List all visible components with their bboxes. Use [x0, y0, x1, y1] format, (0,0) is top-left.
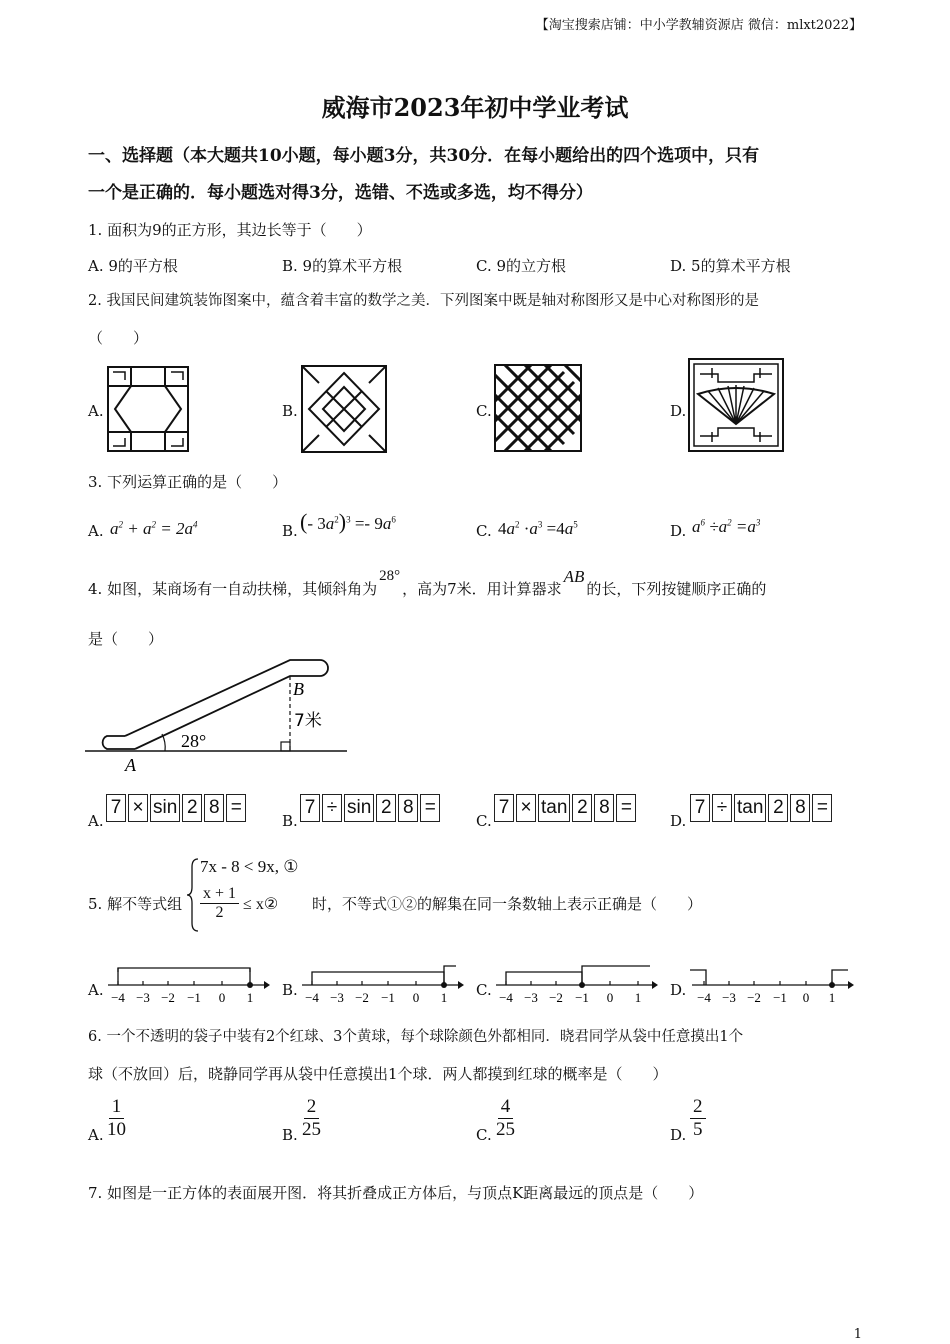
q5-label-d: D.	[670, 981, 687, 999]
q3-expression-a: $a^2 + a^2 = 2a^4$	[110, 519, 198, 538]
key: 8	[790, 794, 810, 822]
q2-pattern-a-hexagon	[107, 366, 189, 452]
q6-stem-line2: 球（不放回）后，晓静同学再从袋中任意摸出1个球．两人都摸到红球的概率是（ ）	[88, 1065, 668, 1083]
tick: −3	[722, 990, 736, 1005]
q5-stem-a: 5. 解不等式组	[88, 895, 183, 913]
key: 7	[106, 794, 126, 822]
q6-stem-line1: 6. 一个不透明的袋子中装有2个红球、3个黄球，每个球除颜色外都相同．晓君同学从袋中任意摸出1个	[88, 1029, 744, 1045]
q4-figure-label-b: B	[293, 679, 304, 699]
q5-label-b: B.	[282, 981, 298, 999]
tick: −3	[524, 990, 538, 1005]
q5-stem-b: 时，不等式①②的解集在同一条数轴上表示正确是（ ）	[312, 895, 703, 913]
q3-stem: 3. 下列运算正确的是（ ）	[88, 473, 288, 491]
q5-number-line-b	[298, 960, 464, 1006]
q6-label-b: B.	[282, 1126, 298, 1144]
key: tan	[538, 794, 570, 822]
q4-keys-c	[494, 794, 636, 822]
key: 2	[572, 794, 592, 822]
q2-label-d: D.	[670, 402, 687, 420]
tick: −3	[330, 990, 344, 1005]
key: =	[812, 794, 832, 822]
tick: 0	[606, 990, 614, 1005]
key: 8	[398, 794, 418, 822]
key: 2	[182, 794, 202, 822]
key: ×	[516, 794, 536, 822]
q4-label-c: C.	[476, 812, 492, 830]
q6-fraction-a-num: 1	[109, 1096, 125, 1119]
tick: −1	[773, 990, 787, 1005]
q7-stem: 7. 如图是一正方体的表面展开图．将其折叠成正方体后，与顶点K距离最远的顶点是（ ）	[88, 1184, 704, 1202]
key: 2	[768, 794, 788, 822]
key: 8	[204, 794, 224, 822]
q4-stem-part-b: ，高为7米．用计算器求	[402, 580, 562, 598]
q6-fraction-d	[690, 1096, 706, 1141]
q5-label-c: C.	[476, 981, 492, 999]
key: 7	[690, 794, 710, 822]
q3-label-c: C.	[476, 522, 492, 540]
q5-ineq2-denominator: 2	[215, 904, 224, 921]
q5-number-line-a	[104, 960, 270, 1006]
q6-fraction-c-num: 4	[498, 1096, 514, 1119]
key: ÷	[322, 794, 342, 822]
key: =	[616, 794, 636, 822]
q3-label-b: B.	[282, 522, 298, 540]
q5-number-line-d	[688, 960, 854, 1006]
q6-fraction-d-den: 5	[693, 1119, 703, 1140]
tick: 0	[412, 990, 420, 1005]
q1-option-d: D. 5的算术平方根	[670, 257, 791, 275]
key: tan	[734, 794, 766, 822]
key: ×	[128, 794, 148, 822]
q3-expression-b: (- $3a^2)^3 =- 9a^6$	[300, 509, 396, 534]
q6-label-d: D.	[670, 1126, 687, 1144]
q5-inequality-1: 7x - 8 < 9x, ①	[200, 857, 299, 876]
q1-option-b: B. 9的算术平方根	[282, 257, 403, 275]
q4-figure-angle: 28°	[181, 731, 207, 751]
tick: −4	[499, 990, 513, 1005]
page-number: 1	[853, 1327, 862, 1342]
tick: −2	[161, 990, 175, 1005]
key: ÷	[712, 794, 732, 822]
q5-ineq2-rest: ≤ x②	[243, 895, 279, 913]
key: =	[226, 794, 246, 822]
q5-brace	[186, 857, 200, 933]
page-header: 【淘宝搜索店铺：中小学教辅资源店 微信：mlxt2022】	[535, 18, 862, 33]
q2-label-c: C.	[476, 402, 492, 420]
q2-label-b: B.	[282, 402, 298, 420]
q1-option-c: C. 9的立方根	[476, 257, 567, 275]
q5-inequality-2	[200, 885, 278, 922]
q6-fraction-b-den: 25	[302, 1119, 321, 1140]
q4-stem-line2: 是（ ）	[88, 630, 164, 648]
q4-keys-a	[106, 794, 246, 822]
q4-ab: AB	[563, 567, 585, 586]
tick: 1	[634, 990, 642, 1005]
q4-keys-d	[690, 794, 832, 822]
q2-label-a: A.	[88, 402, 104, 420]
q4-stem-part-a: 4. 如图，某商场有一自动扶梯，其倾斜角为	[88, 580, 378, 598]
q4-stem-part-c: 的长，下列按键顺序正确的	[586, 580, 767, 598]
key: sin	[150, 794, 180, 822]
tick: 0	[802, 990, 810, 1005]
section-heading-line2: 一个是正确的．每小题选对得3分，选错、不选或多选，均不得分）	[88, 183, 593, 203]
tick: −4	[305, 990, 319, 1005]
q1-option-a: A. 9的平方根	[88, 257, 178, 275]
q2-stem-line2: （ ）	[88, 329, 149, 347]
key: =	[420, 794, 440, 822]
q3-expression-c: $4a^2 \cdot a^3 =4a^5$	[498, 519, 578, 538]
q4-figure-label-a: A	[125, 755, 136, 775]
q2-pattern-b-knot	[301, 365, 387, 453]
q6-fraction-a-den: 10	[107, 1119, 126, 1140]
q4-stem	[88, 567, 888, 601]
key: sin	[344, 794, 374, 822]
q5-label-a: A.	[88, 981, 104, 999]
tick: −3	[136, 990, 150, 1005]
q1-stem: 1. 面积为9的正方形，其边长等于（ ）	[88, 221, 372, 239]
page-title: 威海市2023年初中学业考试	[321, 93, 629, 122]
q6-fraction-c-den: 25	[496, 1119, 515, 1140]
tick: −2	[549, 990, 563, 1005]
q3-label-d: D.	[670, 522, 687, 540]
q6-label-a: A.	[88, 1126, 104, 1144]
q2-pattern-d-fan	[688, 358, 784, 452]
q4-figure-height: 7米	[294, 711, 322, 731]
q2-pattern-c-weave	[494, 364, 582, 452]
q6-fraction-b	[302, 1096, 321, 1141]
q5-ineq2-numerator: x + 1	[200, 885, 239, 904]
q3-expression-d: $a^6 \div a^2 =a^3$	[692, 517, 761, 536]
key: 8	[594, 794, 614, 822]
q4-label-a: A.	[88, 812, 104, 830]
q4-escalator-figure	[85, 652, 355, 777]
tick: −1	[575, 990, 589, 1005]
tick: 1	[440, 990, 448, 1005]
tick: −1	[187, 990, 201, 1005]
key: 7	[300, 794, 320, 822]
tick: 0	[218, 990, 226, 1005]
q4-keys-b	[300, 794, 440, 822]
q6-fraction-a	[107, 1096, 126, 1141]
q6-fraction-d-num: 2	[690, 1096, 706, 1119]
q6-fraction-b-num: 2	[304, 1096, 320, 1119]
tick: 1	[246, 990, 254, 1005]
key: 7	[494, 794, 514, 822]
tick: −2	[355, 990, 369, 1005]
key: 2	[376, 794, 396, 822]
tick: 1	[828, 990, 836, 1005]
q6-label-c: C.	[476, 1126, 492, 1144]
section-heading-line1: 一、选择题（本大题共10小题，每小题3分，共30分．在每小题给出的四个选项中，只有	[88, 146, 760, 166]
q4-label-b: B.	[282, 812, 298, 830]
tick: −1	[381, 990, 395, 1005]
q4-angle: 28°	[379, 568, 401, 584]
q3-label-a: A.	[88, 522, 104, 540]
q5-number-line-c	[492, 960, 658, 1006]
tick: −4	[697, 990, 711, 1005]
q6-fraction-c	[496, 1096, 515, 1141]
tick: −2	[747, 990, 761, 1005]
q2-stem-line1: 2. 我国民间建筑装饰图案中，蕴含着丰富的数学之美．下列图案中既是轴对称图形又是中心对称图形的是	[88, 293, 759, 309]
q4-label-d: D.	[670, 812, 687, 830]
tick: −4	[111, 990, 125, 1005]
